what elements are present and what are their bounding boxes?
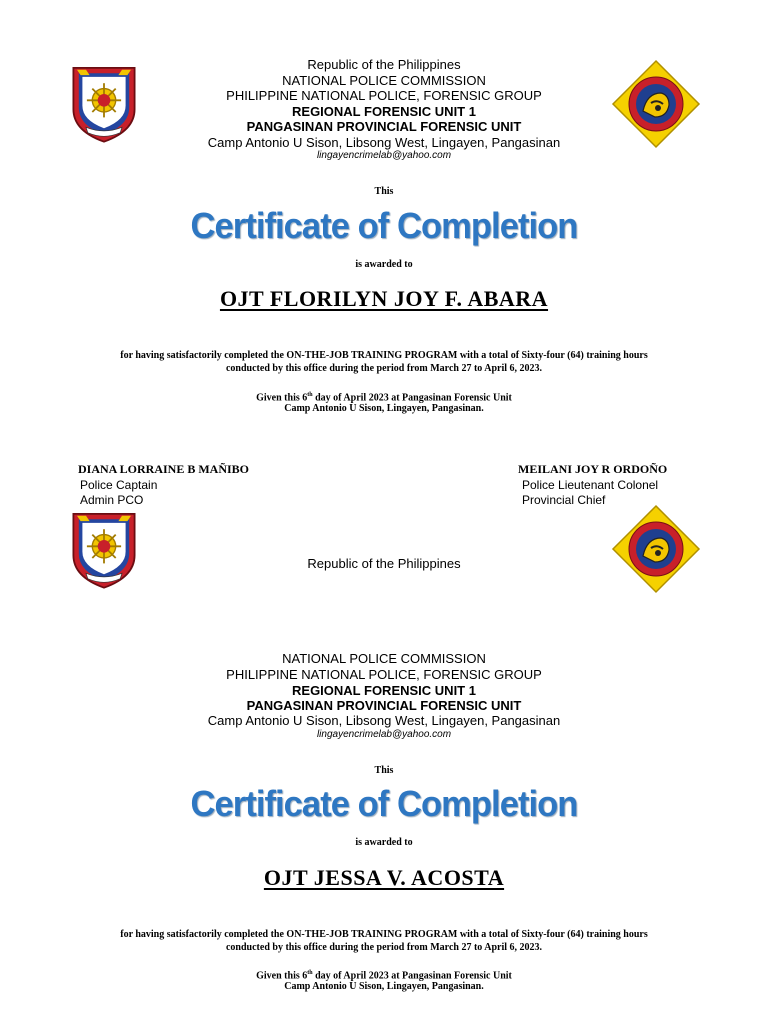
given-line: Given this 6th day of April 2023 at Pangasinan Forensic Unit <box>256 392 512 404</box>
body-line-1: for having satisfactorily completed the ON-THE-JOB TRAINING PROGRAM with a total of Sixty-four (64) training hours <box>120 350 648 361</box>
email-line: lingayencrimelab@yahoo.com <box>316 150 452 161</box>
body-line-2: conducted by this office during the period from March 27 to April 6, 2023. <box>225 363 542 374</box>
unit-line: REGIONAL FORENSIC UNIT 1 <box>292 683 476 698</box>
republic-line: Republic of the Philippines <box>307 556 461 571</box>
provincial-line: PANGASINAN PROVINCIAL FORENSIC UNIT <box>246 119 522 134</box>
signatory-right-position: Provincial Chief <box>522 493 606 507</box>
this-label: This <box>374 186 394 197</box>
given-line-2: Camp Antonio U Sison, Lingayen, Pangasinan. <box>284 403 484 414</box>
given-line: Given this 6th day of April 2023 at Pangasinan Forensic Unit <box>256 970 512 982</box>
recipient-name: OJT FLORILYN JOY F. ABARA <box>219 286 549 311</box>
address-line: Camp Antonio U Sison, Libsong West, Lingayen, Pangasinan <box>207 713 561 728</box>
certificate-title: Certificate of Completion <box>190 205 578 246</box>
email-line: lingayencrimelab@yahoo.com <box>316 729 452 740</box>
body-line-2: conducted by this office during the period from March 27 to April 6, 2023. <box>225 942 542 953</box>
unit-line: REGIONAL FORENSIC UNIT 1 <box>292 104 476 119</box>
commission-line: NATIONAL POLICE COMMISSION <box>282 73 486 88</box>
pnp-seal-icon <box>68 508 140 590</box>
signatory-right-name: MEILANI JOY R ORDOÑO <box>518 462 668 476</box>
signatory-right-rank: Police Lieutenant Colonel <box>522 478 659 492</box>
certificate-title: Certificate of Completion <box>190 783 578 824</box>
signatory-left-rank: Police Captain <box>80 478 158 492</box>
republic-line: Republic of the Philippines <box>307 57 461 72</box>
signatory-left-position: Admin PCO <box>80 493 144 507</box>
group-line: PHILIPPINE NATIONAL POLICE, FORENSIC GROUP <box>226 88 542 103</box>
given-line-2: Camp Antonio U Sison, Lingayen, Pangasinan. <box>284 981 484 992</box>
signatory-left-name: DIANA LORRAINE B MAÑIBO <box>78 462 250 476</box>
this-label: This <box>374 765 394 776</box>
recipient-name: OJT JESSA V. ACOSTA <box>263 865 505 890</box>
group-line: PHILIPPINE NATIONAL POLICE, FORENSIC GROUP <box>226 667 542 682</box>
commission-line: NATIONAL POLICE COMMISSION <box>282 651 486 666</box>
provincial-line: PANGASINAN PROVINCIAL FORENSIC UNIT <box>246 698 522 713</box>
body-line-1: for having satisfactorily completed the ON-THE-JOB TRAINING PROGRAM with a total of Sixty-four (64) training hours <box>120 929 648 940</box>
awarded-label: is awarded to <box>355 837 413 848</box>
awarded-label: is awarded to <box>355 259 413 270</box>
pnp-forensic-group-badge-icon <box>611 504 701 594</box>
address-line: Camp Antonio U Sison, Libsong West, Lingayen, Pangasinan <box>207 135 561 150</box>
